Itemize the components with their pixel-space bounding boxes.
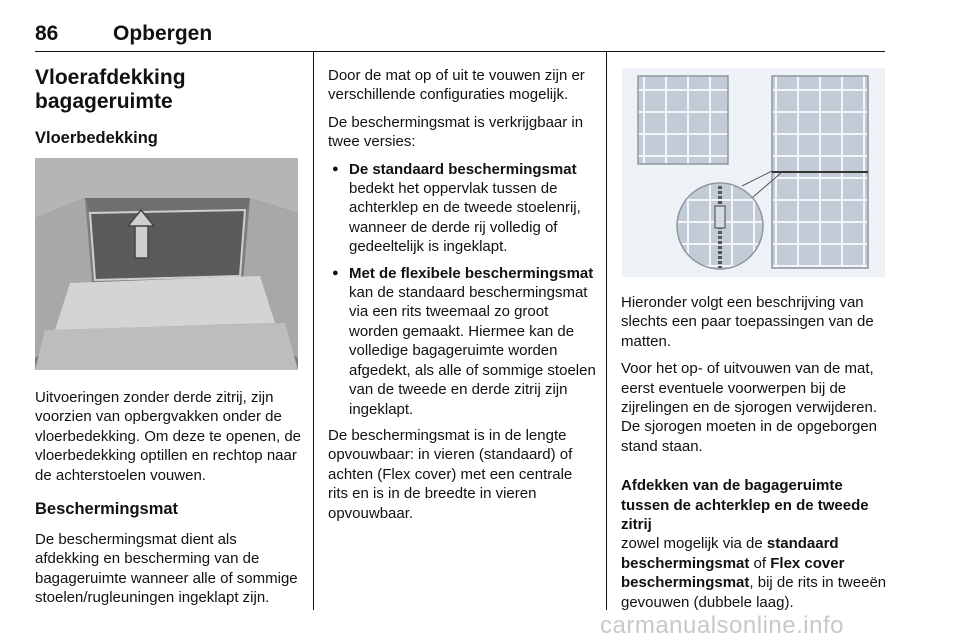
- list-item: [328, 160, 596, 257]
- preparation-paragraph: Voor het op- of uitvouwen van de mat, eerst eventuele voorwerpen bij de zijrelingen en de sjorogen verwijderen. De sjorogen moeten in de opgeborgen stand staan.: [621, 360, 878, 455]
- column-divider-2: [606, 52, 607, 610]
- cover-text-b: of: [749, 554, 771, 572]
- column-2: [328, 66, 596, 531]
- mat-illustration: [622, 68, 885, 277]
- cover-paragraph: [621, 534, 889, 612]
- cover-heading: Afdekken van de bagageruimte tussen de achterklep en de tweede zitrij: [621, 477, 869, 534]
- cover-text-a: zowel mogelijk via de: [621, 535, 767, 553]
- bullet-2-bold: Met de flexibele beschermingsmat: [349, 264, 594, 282]
- page-number: 86: [35, 22, 59, 45]
- bullet-2-text: kan de standaard beschermingsmat via een rits tweemaal zo groot worden gemaakt. Hiermee kan de volledige bagageruimte worden afgedekt, als alle of sommige stoelen van de tweede en derde zitrij zijn ingeklapt.: [349, 284, 596, 418]
- column-1-text: [35, 388, 301, 616]
- folding-paragraph: De beschermingsmat is in de lengte opvouwbaar: in vieren (standaard) of achten (Flex cover) met een centrale rits en is in de breedte in vieren opvouwbaar.: [328, 426, 573, 522]
- cover-mat-diagram: [622, 68, 885, 277]
- mat-paragraph: De beschermingsmat dient als afdekking en bescherming van de bagageruimte wanneer alle of sommige stoelen/rugleuningen ingeklapt zijn.: [35, 531, 298, 607]
- bullet-1-text: bedekt het oppervlak tussen de achterklep en de tweede stoelenrij, wanneer de derde rij volledig of gedeeltelijk is ingeklapt.: [349, 180, 581, 256]
- versions-paragraph: De beschermingsmat is verkrijgbaar in twee versies:: [328, 113, 584, 151]
- header-rule: [35, 51, 885, 52]
- list-item: [328, 264, 596, 419]
- section-title: Vloerafdekking bagageruimte: [35, 66, 186, 113]
- cover-bold-a: standaard beschermingsmat: [621, 535, 839, 572]
- trunk-photo-illustration: [35, 158, 298, 370]
- column-1: [35, 66, 301, 159]
- cover-text-c: , bij de rits in tweeën gevouwen (dubbele laag).: [621, 574, 887, 611]
- intro-paragraph: Hieronder volgt een beschrijving van slechts een paar toepassingen van de matten.: [621, 294, 874, 350]
- column-3: [621, 293, 889, 620]
- trunk-floor-photo: [35, 158, 298, 370]
- watermark: carmanualsonline.info: [600, 612, 844, 639]
- bullet-1-bold: De standaard beschermingsmat: [349, 160, 577, 178]
- subheading-mat: Beschermingsmat: [35, 500, 179, 519]
- version-list: [328, 160, 596, 419]
- chapter-title: Opbergen: [113, 22, 213, 45]
- cover-bold-b: Flex cover beschermingsmat: [621, 554, 845, 592]
- subheading-floor: Vloerbedekking: [35, 129, 158, 147]
- config-paragraph: Door de mat op of uit te vouwen zijn er verschillende configuraties mogelijk.: [328, 67, 585, 104]
- column-divider-1: [313, 52, 314, 610]
- floor-paragraph: Uitvoeringen zonder derde zitrij, zijn voorzien van opbergvakken onder de vloerbedekking. Om deze te openen, de vloerbedekking optillen en rechtop naar de achterstoelen vouwen.: [35, 389, 302, 484]
